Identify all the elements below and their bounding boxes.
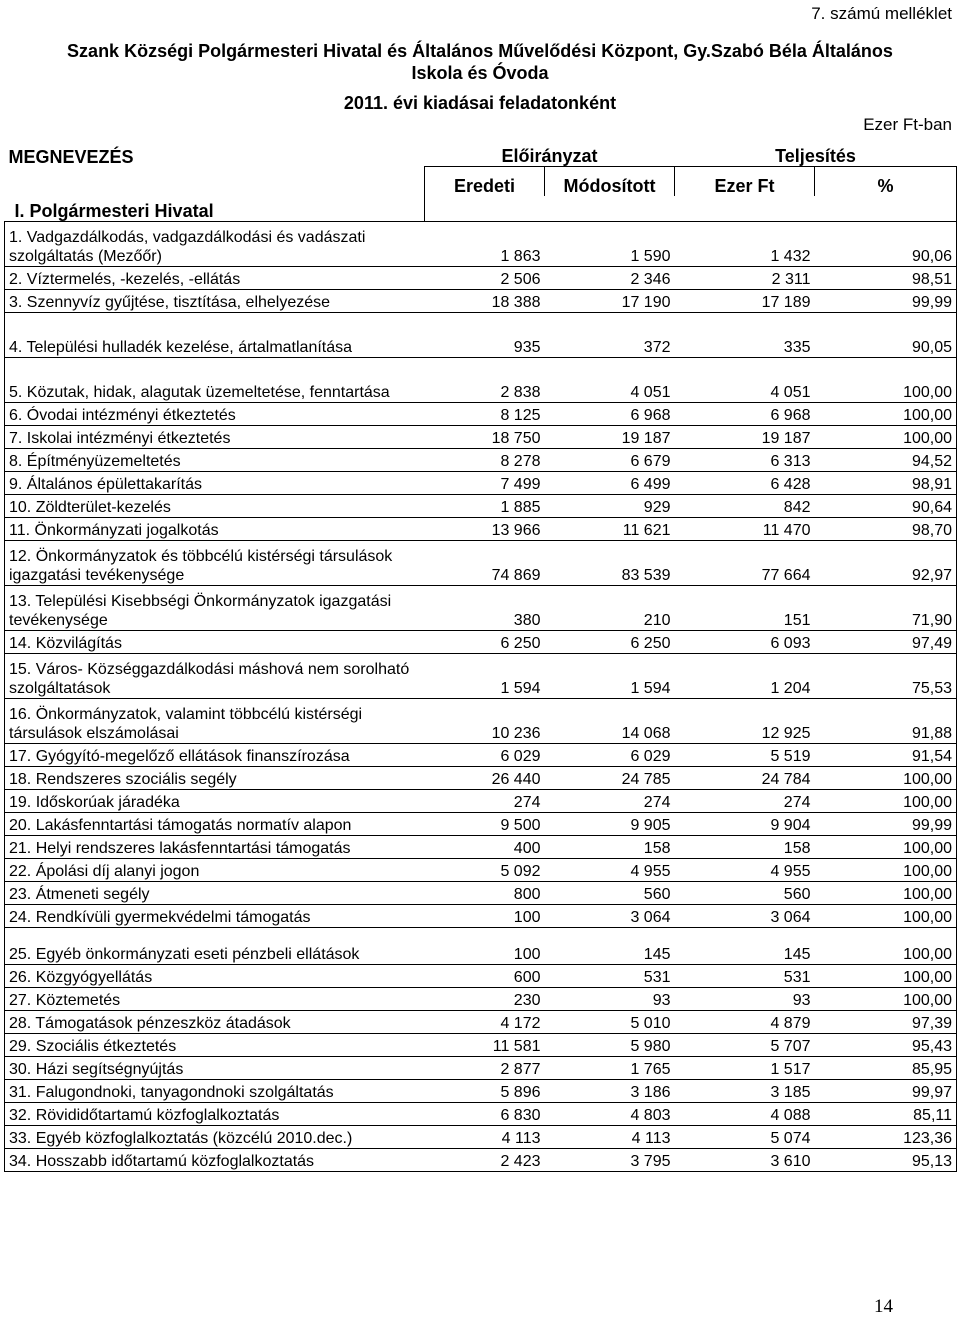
row-name: 18. Rendszeres szociális segély <box>5 767 425 790</box>
row-pct: 99,99 <box>815 813 957 836</box>
table-row <box>5 699 957 744</box>
row-modositott: 1 765 <box>545 1057 675 1080</box>
row-modositott: 4 803 <box>545 1103 675 1126</box>
row-modositott: 3 186 <box>545 1080 675 1103</box>
row-pct: 90,06 <box>815 222 957 267</box>
row-name: 30. Házi segítségnyújtás <box>5 1057 425 1080</box>
row-name: 12. Önkormányzatok és többcélú kistérségi társulások igazgatási tevékenysége <box>5 541 425 586</box>
row-ezer-ft: 93 <box>675 988 815 1011</box>
row-ezer-ft: 11 470 <box>675 518 815 541</box>
header-pct: % <box>815 167 957 197</box>
row-eredeti: 380 <box>425 586 545 631</box>
row-modositott: 929 <box>545 495 675 518</box>
row-ezer-ft: 1 204 <box>675 654 815 699</box>
row-name: 28. Támogatások pénzeszköz átadások <box>5 1011 425 1034</box>
row-name: 9. Általános épülettakarítás <box>5 472 425 495</box>
row-eredeti: 11 581 <box>425 1034 545 1057</box>
title-line-2: Iskola és Óvoda <box>411 63 549 83</box>
row-modositott: 531 <box>545 965 675 988</box>
row-name: 21. Helyi rendszeres lakásfenntartási támogatás <box>5 836 425 859</box>
row-modositott: 145 <box>545 928 675 965</box>
row-ezer-ft: 17 189 <box>675 290 815 313</box>
row-pct: 99,99 <box>815 290 957 313</box>
row-name: 13. Települési Kisebbségi Önkormányzatok igazgatási tevékenysége <box>5 586 425 631</box>
row-ezer-ft: 4 051 <box>675 358 815 403</box>
row-modositott: 4 113 <box>545 1126 675 1149</box>
row-modositott: 83 539 <box>545 541 675 586</box>
row-modositott: 6 968 <box>545 403 675 426</box>
row-eredeti: 74 869 <box>425 541 545 586</box>
table-row <box>5 267 957 290</box>
row-eredeti: 6 029 <box>425 744 545 767</box>
row-ezer-ft: 3 064 <box>675 905 815 928</box>
row-eredeti: 400 <box>425 836 545 859</box>
row-modositott: 4 051 <box>545 358 675 403</box>
row-ezer-ft: 145 <box>675 928 815 965</box>
row-eredeti: 5 092 <box>425 859 545 882</box>
row-pct: 85,95 <box>815 1057 957 1080</box>
row-ezer-ft: 6 428 <box>675 472 815 495</box>
title-line-3: 2011. évi kiadásai feladatonként <box>343 93 617 113</box>
row-modositott: 9 905 <box>545 813 675 836</box>
row-pct: 95,43 <box>815 1034 957 1057</box>
row-name: 16. Önkormányzatok, valamint többcélú kistérségi társulások elszámolásai <box>5 699 425 744</box>
table-row <box>5 1011 957 1034</box>
row-ezer-ft: 2 311 <box>675 267 815 290</box>
row-modositott: 5 010 <box>545 1011 675 1034</box>
row-pct: 92,97 <box>815 541 957 586</box>
row-pct: 100,00 <box>815 965 957 988</box>
table-row <box>5 744 957 767</box>
row-eredeti: 8 278 <box>425 449 545 472</box>
row-pct: 100,00 <box>815 882 957 905</box>
row-name: 25. Egyéb önkormányzati eseti pénzbeli ellátások <box>5 928 425 965</box>
row-pct: 123,36 <box>815 1126 957 1149</box>
row-name: 4. Települési hulladék kezelése, ártalmatlanítása <box>5 313 425 358</box>
table-row <box>5 654 957 699</box>
row-name: 5. Közutak, hidak, alagutak üzemeltetése, fenntartása <box>5 358 425 403</box>
row-pct: 100,00 <box>815 859 957 882</box>
row-ezer-ft: 4 955 <box>675 859 815 882</box>
row-pct: 97,49 <box>815 631 957 654</box>
row-name: 8. Építményüzemeltetés <box>5 449 425 472</box>
row-name: 26. Közgyógyellátás <box>5 965 425 988</box>
row-modositott: 372 <box>545 313 675 358</box>
row-eredeti: 100 <box>425 905 545 928</box>
row-ezer-ft: 3 610 <box>675 1149 815 1172</box>
row-ezer-ft: 1 432 <box>675 222 815 267</box>
row-name: 3. Szennyvíz gyűjtése, tisztítása, elhelyezése <box>5 290 425 313</box>
row-modositott: 210 <box>545 586 675 631</box>
row-modositott: 6 250 <box>545 631 675 654</box>
page-number: 14 <box>874 1296 893 1317</box>
header-modositott: Módosított <box>545 167 675 197</box>
expenditure-table <box>4 137 957 1172</box>
table-row <box>5 905 957 928</box>
row-pct: 100,00 <box>815 403 957 426</box>
row-ezer-ft: 5 074 <box>675 1126 815 1149</box>
table-row <box>5 1103 957 1126</box>
table-row <box>5 988 957 1011</box>
row-eredeti: 6 830 <box>425 1103 545 1126</box>
row-pct: 85,11 <box>815 1103 957 1126</box>
table-row <box>5 813 957 836</box>
row-name: 33. Egyéb közfoglalkoztatás (közcélú 2010.dec.) <box>5 1126 425 1149</box>
table-row <box>5 631 957 654</box>
row-pct: 71,90 <box>815 586 957 631</box>
row-eredeti: 935 <box>425 313 545 358</box>
annex-label: 7. számú melléklet <box>811 4 952 23</box>
row-eredeti: 2 838 <box>425 358 545 403</box>
row-name: 15. Város- Községgazdálkodási máshová nem sorolható szolgáltatások <box>5 654 425 699</box>
row-ezer-ft: 531 <box>675 965 815 988</box>
table-row <box>5 1149 957 1172</box>
row-modositott: 14 068 <box>545 699 675 744</box>
row-name: 10. Zöldterület-kezelés <box>5 495 425 518</box>
row-name: 1. Vadgazdálkodás, vadgazdálkodási és vadászati szolgáltatás (Mezőőr) <box>5 222 425 267</box>
row-modositott: 11 621 <box>545 518 675 541</box>
row-modositott: 19 187 <box>545 426 675 449</box>
row-name: 11. Önkormányzati jogalkotás <box>5 518 425 541</box>
row-modositott: 17 190 <box>545 290 675 313</box>
row-modositott: 560 <box>545 882 675 905</box>
row-modositott: 3 795 <box>545 1149 675 1172</box>
row-name: 14. Közvilágítás <box>5 631 425 654</box>
table-row <box>5 965 957 988</box>
row-eredeti: 2 506 <box>425 267 545 290</box>
row-name: 2. Víztermelés, -kezelés, -ellátás <box>5 267 425 290</box>
row-eredeti: 7 499 <box>425 472 545 495</box>
table-row <box>5 1034 957 1057</box>
row-pct: 100,00 <box>815 767 957 790</box>
unit-label: Ezer Ft-ban <box>863 115 952 134</box>
header-teljesites: Teljesítés <box>775 146 856 166</box>
row-name: 20. Lakásfenntartási támogatás normatív alapon <box>5 813 425 836</box>
row-ezer-ft: 19 187 <box>675 426 815 449</box>
table-row <box>5 518 957 541</box>
row-pct: 100,00 <box>815 905 957 928</box>
table-row <box>5 222 957 267</box>
row-pct: 94,52 <box>815 449 957 472</box>
row-ezer-ft: 3 185 <box>675 1080 815 1103</box>
row-eredeti: 9 500 <box>425 813 545 836</box>
row-pct: 100,00 <box>815 836 957 859</box>
row-modositott: 4 955 <box>545 859 675 882</box>
row-eredeti: 800 <box>425 882 545 905</box>
row-eredeti: 230 <box>425 988 545 1011</box>
row-name: 31. Falugondnoki, tanyagondnoki szolgáltatás <box>5 1080 425 1103</box>
row-pct: 99,97 <box>815 1080 957 1103</box>
row-name: 23. Átmeneti segély <box>5 882 425 905</box>
row-eredeti: 6 250 <box>425 631 545 654</box>
row-ezer-ft: 6 968 <box>675 403 815 426</box>
row-modositott: 5 980 <box>545 1034 675 1057</box>
row-eredeti: 10 236 <box>425 699 545 744</box>
table-row <box>5 1080 957 1103</box>
row-eredeti: 26 440 <box>425 767 545 790</box>
row-ezer-ft: 12 925 <box>675 699 815 744</box>
row-ezer-ft: 6 313 <box>675 449 815 472</box>
row-modositott: 1 594 <box>545 654 675 699</box>
row-name: 22. Ápolási díj alanyi jogon <box>5 859 425 882</box>
row-pct: 100,00 <box>815 928 957 965</box>
row-ezer-ft: 151 <box>675 586 815 631</box>
header-eredeti: Eredeti <box>425 167 545 197</box>
table-row <box>5 767 957 790</box>
row-ezer-ft: 6 093 <box>675 631 815 654</box>
row-modositott: 274 <box>545 790 675 813</box>
row-eredeti: 1 885 <box>425 495 545 518</box>
row-pct: 98,91 <box>815 472 957 495</box>
row-modositott: 6 679 <box>545 449 675 472</box>
row-modositott: 158 <box>545 836 675 859</box>
row-ezer-ft: 335 <box>675 313 815 358</box>
row-name: 19. Időskorúak járadéka <box>5 790 425 813</box>
table-row <box>5 1057 957 1080</box>
table-row <box>5 403 957 426</box>
row-pct: 97,39 <box>815 1011 957 1034</box>
table-row <box>5 449 957 472</box>
row-name: 7. Iskolai intézményi étkeztetés <box>5 426 425 449</box>
title-line-1: Szank Községi Polgármesteri Hivatal és Általános Művelődési Központ, Gy.Szabó Béla Általános <box>67 41 893 61</box>
table-row <box>5 882 957 905</box>
table-row <box>5 313 957 358</box>
row-eredeti: 18 750 <box>425 426 545 449</box>
table-row <box>5 1126 957 1149</box>
row-eredeti: 5 896 <box>425 1080 545 1103</box>
row-pct: 91,88 <box>815 699 957 744</box>
row-ezer-ft: 4 088 <box>675 1103 815 1126</box>
row-eredeti: 1 594 <box>425 654 545 699</box>
row-eredeti: 8 125 <box>425 403 545 426</box>
row-eredeti: 13 966 <box>425 518 545 541</box>
row-eredeti: 4 113 <box>425 1126 545 1149</box>
row-modositott: 6 499 <box>545 472 675 495</box>
row-ezer-ft: 560 <box>675 882 815 905</box>
row-modositott: 6 029 <box>545 744 675 767</box>
row-ezer-ft: 77 664 <box>675 541 815 586</box>
row-pct: 75,53 <box>815 654 957 699</box>
row-eredeti: 600 <box>425 965 545 988</box>
row-name: 6. Óvodai intézményi étkeztetés <box>5 403 425 426</box>
table-row <box>5 586 957 631</box>
table-row <box>5 472 957 495</box>
row-pct: 95,13 <box>815 1149 957 1172</box>
row-ezer-ft: 9 904 <box>675 813 815 836</box>
row-name: 32. Rövididőtartamú közfoglalkoztatás <box>5 1103 425 1126</box>
row-name: 24. Rendkívüli gyermekvédelmi támogatás <box>5 905 425 928</box>
row-eredeti: 1 863 <box>425 222 545 267</box>
row-pct: 90,05 <box>815 313 957 358</box>
row-name: 17. Gyógyító-megelőző ellátások finanszírozása <box>5 744 425 767</box>
row-pct: 98,51 <box>815 267 957 290</box>
row-modositott: 1 590 <box>545 222 675 267</box>
row-name: 29. Szociális étkeztetés <box>5 1034 425 1057</box>
header-eloiranyzat: Előirányzat <box>501 146 598 166</box>
table-row <box>5 790 957 813</box>
row-pct: 100,00 <box>815 790 957 813</box>
row-name: 27. Köztemetés <box>5 988 425 1011</box>
row-modositott: 24 785 <box>545 767 675 790</box>
table-row <box>5 859 957 882</box>
row-ezer-ft: 5 519 <box>675 744 815 767</box>
row-ezer-ft: 4 879 <box>675 1011 815 1034</box>
row-name: 34. Hosszabb időtartamú közfoglalkoztatás <box>5 1149 425 1172</box>
table-row <box>5 426 957 449</box>
row-ezer-ft: 1 517 <box>675 1057 815 1080</box>
row-pct: 98,70 <box>815 518 957 541</box>
table-row <box>5 495 957 518</box>
row-pct: 100,00 <box>815 358 957 403</box>
row-eredeti: 100 <box>425 928 545 965</box>
table-row <box>5 928 957 965</box>
header-megnevezes: MEGNEVEZÉS <box>8 146 134 167</box>
row-eredeti: 4 172 <box>425 1011 545 1034</box>
row-ezer-ft: 24 784 <box>675 767 815 790</box>
row-ezer-ft: 158 <box>675 836 815 859</box>
section-title: I. Polgármesteri Hivatal <box>14 201 214 221</box>
table-row <box>5 836 957 859</box>
row-pct: 91,54 <box>815 744 957 767</box>
row-eredeti: 2 423 <box>425 1149 545 1172</box>
row-modositott: 2 346 <box>545 267 675 290</box>
row-eredeti: 274 <box>425 790 545 813</box>
row-ezer-ft: 842 <box>675 495 815 518</box>
row-modositott: 93 <box>545 988 675 1011</box>
row-ezer-ft: 274 <box>675 790 815 813</box>
row-eredeti: 2 877 <box>425 1057 545 1080</box>
row-ezer-ft: 5 707 <box>675 1034 815 1057</box>
row-pct: 90,64 <box>815 495 957 518</box>
table-row <box>5 541 957 586</box>
table-row <box>5 358 957 403</box>
header-ezer-ft: Ezer Ft <box>675 167 815 197</box>
row-eredeti: 18 388 <box>425 290 545 313</box>
row-modositott: 3 064 <box>545 905 675 928</box>
row-pct: 100,00 <box>815 988 957 1011</box>
table-row <box>5 290 957 313</box>
row-pct: 100,00 <box>815 426 957 449</box>
